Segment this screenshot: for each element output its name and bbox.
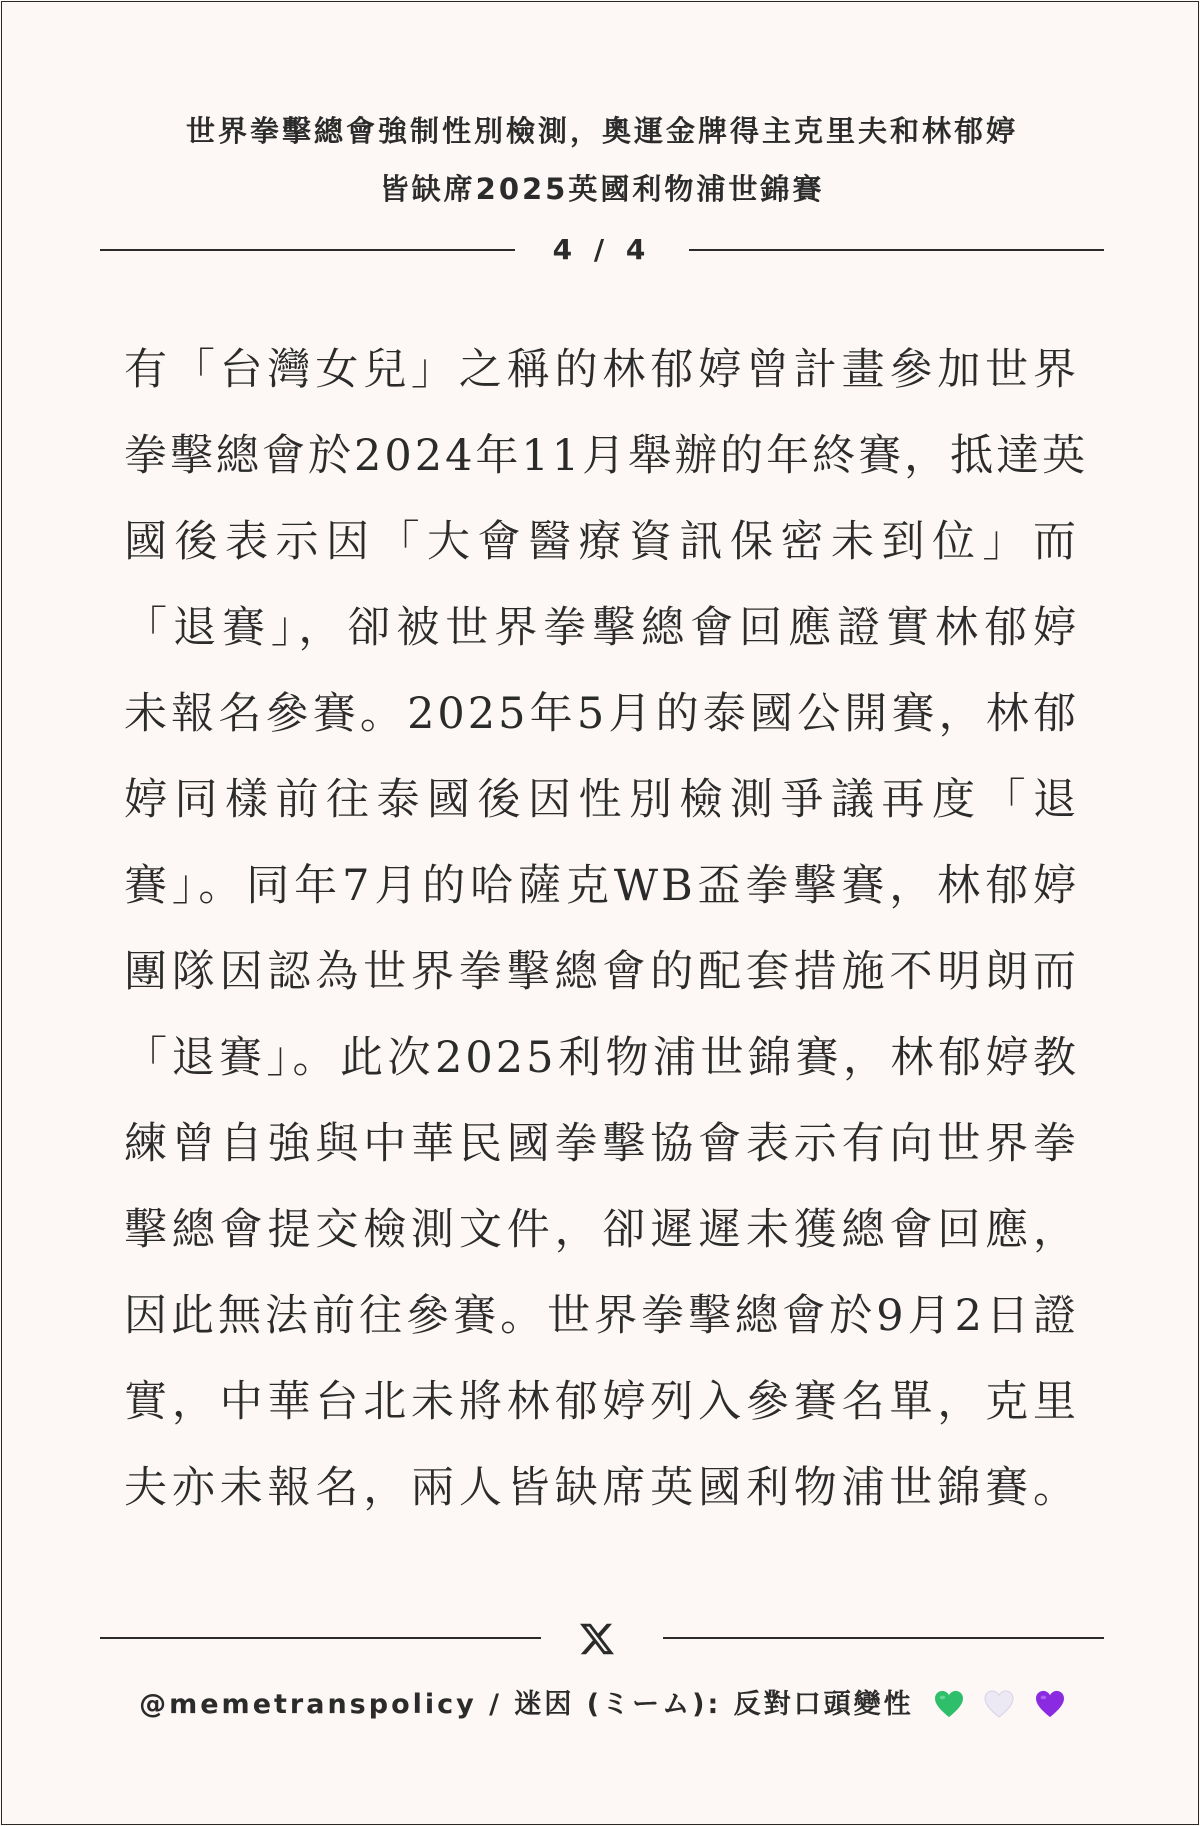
page-indicator: 4 / 4 <box>552 233 652 266</box>
article-body <box>124 327 1089 1531</box>
green-heart-icon <box>934 1690 964 1718</box>
page-frame <box>1 1 1199 1825</box>
body-line: 實，中華台北未將林郁婷列入參賽名單，克里 <box>124 1377 1079 1427</box>
white-heart-icon <box>984 1690 1014 1718</box>
article-title <box>102 102 1102 218</box>
body-line: 「退賽」。此次2025利物浦世錦賽，林郁婷教 <box>124 1033 1079 1083</box>
divider-line-right <box>689 249 1104 251</box>
body-line: 婷同樣前往泰國後因性別檢測爭議再度「退 <box>124 775 1079 825</box>
body-line: 團隊因認為世界拳擊總會的配套措施不明朗而 <box>124 947 1079 997</box>
divider-line-right <box>663 1637 1104 1639</box>
body-line: 國後表示因「大會醫療資訊保密未到位」而 <box>124 517 1079 567</box>
title-line: 皆缺席2025英國利物浦世錦賽 <box>379 172 825 206</box>
body-line: 夫亦未報名，兩人皆缺席英國利物浦世錦賽。 <box>124 1463 1079 1513</box>
title-line: 世界拳擊總會強制性別檢測，奧運金牌得主克里夫和林郁婷 <box>185 114 1018 148</box>
footer-handle <box>102 1685 1102 1725</box>
body-line: 因此無法前往參賽。世界拳擊總會於9月2日證 <box>124 1291 1079 1341</box>
body-line: 拳擊總會於2024年11月舉辦的年終賽，抵達英 <box>124 431 1089 481</box>
divider-line-left <box>100 249 515 251</box>
body-line: 擊總會提交檢測文件，卻遲遲未獲總會回應， <box>124 1205 1079 1255</box>
footer-divider <box>100 1620 1104 1660</box>
handle-text: @memetranspolicy / 迷因 (ミーム): 反對口頭變性 <box>139 1689 914 1720</box>
body-line: 未報名參賽。2025年5月的泰國公開賽，林郁 <box>124 689 1079 739</box>
divider-line-left <box>100 1637 541 1639</box>
page-divider <box>100 232 1104 268</box>
body-line: 練曾自強與中華民國拳擊協會表示有向世界拳 <box>124 1119 1079 1169</box>
purple-heart-icon <box>1035 1690 1065 1718</box>
body-line: 「退賽」，卻被世界拳擊總會回應證實林郁婷 <box>124 603 1079 653</box>
x-logo-icon <box>580 1622 614 1656</box>
body-line: 賽」。同年7月的哈薩克WB盃拳擊賽，林郁婷 <box>124 861 1079 911</box>
body-line: 有「台灣女兒」之稱的林郁婷曾計畫參加世界 <box>124 345 1079 395</box>
